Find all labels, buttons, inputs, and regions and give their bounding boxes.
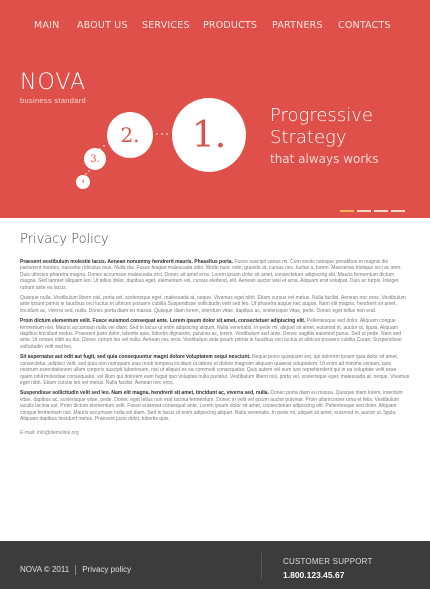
step-circle-4[interactable]: [76, 175, 90, 189]
paragraph-body: Neque porro quisquam est, qui dolorem ipsum quia dolor sit amet, consectetur, adipisci velit, sed quia non numquam eius modi tempora incidunt ut labore et dolore magnam aliquam quaerat voluptatem. Ut enim ad minima veniam, quis nostrum exercitationem ullam corporis suscipit laboriosam, nisi ut aliquid ex ea commodi consequatur. Quis autem vel eum iure reprehenderit qui in ea voluptate velit esse quam nihil molestiae consequatur, vel illum qui dolorem eum fugiat quo voluptas nulla pariatur. Vestibulum libero nisl, porta vel, scelerisque eget, malesuada at, neque. Vivamus eget nibh. Etiam cursus leo vel metus. Nulla facilisi. Aenean nec eros.: [20, 354, 410, 386]
tagline: [270, 105, 379, 166]
step-circle-2[interactable]: [107, 112, 153, 158]
footer-separator: [75, 565, 76, 575]
dot: [103, 145, 105, 147]
dot: [156, 133, 158, 135]
nav-item-contacts[interactable]: CONTACTS: [338, 20, 391, 31]
slider-dot-1[interactable]: [340, 210, 354, 212]
tagline-line-3: that always works: [270, 152, 379, 166]
tagline-line-2: Strategy: [270, 127, 347, 148]
logo[interactable]: [20, 72, 86, 105]
paragraph-3: [20, 318, 410, 350]
footer-left: [20, 565, 131, 575]
paragraph-body: Fusce suscipit varius mi. Cum sociis natoque penatibus et magnis dis parturient montes, nascetur ridiculus mus. Nulla dui. Fusce feugiat malesuada odio. Morbi nunc odio, gravida at, cursus nec, luctus a, lorem. Maecenas tristique orci ac sem. Duis ultricies pharetra magna. Donec accumsan malesuada orci. Donec sit amet eros. Lorem ipsum dolor sit amet, consectetuer adipiscing elit. Mauris fermentum dictum magna. Sed laoreet aliquam leo. Ut tellus dolor, dapibus eget, elementum vel, cursus eleifend, elit. Aenean auctor wisi et urna. Aliquam erat volutpat. Duis ac turpis. Integer rutrum ante eu lacus.: [20, 259, 402, 291]
slider-dot-3[interactable]: [374, 210, 388, 212]
paragraph-lead: Proin dictum elementum velit. Fusce euismod consequat ante. Lorem ipsum dolor sit amet, consectetuer adipiscing elit.: [20, 318, 306, 325]
footer: [0, 541, 430, 589]
step-circle-1[interactable]: [172, 98, 246, 172]
slider-dot-2[interactable]: [357, 210, 371, 212]
footer-brand: NOVA © 2011: [20, 565, 70, 575]
logo-subtitle: business standard: [20, 96, 86, 105]
step-number-3: 3.: [90, 153, 100, 165]
slider-dot-4[interactable]: [391, 210, 405, 212]
paragraph-1: [20, 259, 410, 291]
nav-item-main[interactable]: MAIN: [34, 20, 60, 31]
step-number-2: 2.: [120, 123, 140, 147]
nav-item-services[interactable]: SERVICES: [142, 20, 190, 31]
main-nav: [0, 20, 430, 32]
dot: [99, 148, 101, 150]
hero-header: [0, 0, 430, 218]
footer-divider: [261, 553, 262, 579]
paragraph-lead: Sit aspernatur aut odit aut fugit, sed quia consequuntur magni dolore voluptatem sequi nesciunt.: [20, 354, 251, 361]
dot: [161, 133, 163, 135]
step-number-4: 4: [81, 179, 85, 185]
nav-item-products[interactable]: PRODUCTS: [203, 20, 258, 31]
paragraph-body: Pellentesque sed dolor. Aliquam congue fermentum nisl. Mauris accumsan nulla vel diam. Sed in lacus ut enim adipiscing aliquet. Nulla venenatis. In pede mi, aliquet sit amet, euismod in, auctor ut, ligula. Aliquam dapibus tincidunt metus. Praesent justo dolor, lobortis quis, lobortis dignissim, pulvinar ac, lorem. Vestibulum sed ante. Donec sagittis euismod purus. Sed ut pede. Nam sed ante. Ut ornare nibh eu dui. Donec rutrum leo vel nulla. Aenean nec eros. Vestibulum ante ipsum primis in faucibus orci luctus et ultrices posuere cubilia Curae; Suspendisse sollicitudin velit sed leo.: [20, 318, 402, 350]
tagline-line-1: Progressive: [270, 105, 373, 126]
dot: [166, 133, 168, 135]
privacy-policy-link[interactable]: Privacy policy: [82, 565, 132, 575]
email-line[interactable]: E-mail: info@demolink.org: [20, 430, 79, 437]
paragraph-2: [20, 295, 410, 314]
paragraph-lead: Praesent vestibulum molestie lacus. Aenean nonummy hendrerit mauris. Phasellus porta.: [20, 259, 233, 265]
paragraph-4: [20, 354, 410, 386]
slider-pager: [340, 210, 404, 213]
paragraph-5: [20, 390, 410, 422]
dot: [85, 173, 87, 175]
customer-support-label: CUSTOMER SUPPORT: [283, 557, 373, 566]
paragraph-lead: Suspendisse sollicitudin velit sed leo. Nam elit magna, hendrerit sit amet, tincidunt ac, viverra sed, nulla.: [20, 390, 269, 397]
step-circle-3[interactable]: [84, 148, 106, 170]
paragraph-body: Quisque nulla. Vestibulum libero nisl, porta vel, scelerisque eget, malesuada at, neque. Vivamus eget nibh. Etiam cursus vel metus. Nulla facilisi. Aenean nec eros. Vestibulum ante ipsum primis in faucibus orci luctus et ultrices posuere cubilia Suspendisse sollicitudin velit sed leo. Ut pharetra augue nec augue. Nam elit magna, hendrerit sit amet, tincidunt ac, viverra sed, nulla. Donec porta diam eu massa. Quisque diam lorem, interdum vitae, dapibus ac, scelerisque vitae, pede. Donec eget tellus non erat.: [20, 295, 406, 314]
main-content: [20, 232, 410, 436]
nav-item-about-us[interactable]: ABOUT US: [77, 20, 128, 31]
paragraph-body: Donec porta diam eu massa. Quisque diam lorem, interdum vitae, dapibus ac, scelerisque vitae, pede. Donec eget tellus non erat lacinia fermentum. Donec in velit vel ipsum auctor pulvinar. Proin ullamcorper urna et felis. Vestibulum iaculis lacinia est. Proin dictum elementum velit. Fusce euismod consequat ante. Lorem ipsum dolor sit amet, consectetuer adipiscing elit. Pellentesque sed dolor. Aliquam congue fermentum nisl. Mauris accumsan nulla vel diam. Sed in lacus ut enim adipiscing aliquet. Nulla venenatis. In pede mi, aliquet sit amet, euismod in, auctor ut, ligula. Aliquam dapibus tincidunt metus. Praesent justo dolor, lobortis quis.: [20, 390, 403, 422]
step-number-1: 1.: [191, 114, 227, 156]
dot: [88, 170, 90, 172]
page-title: Privacy Policy: [20, 232, 109, 247]
logo-name: NOVA: [20, 70, 87, 95]
nav-item-partners[interactable]: PARTNERS: [272, 20, 323, 31]
support-phone[interactable]: 1.800.123.45.67: [283, 570, 345, 580]
